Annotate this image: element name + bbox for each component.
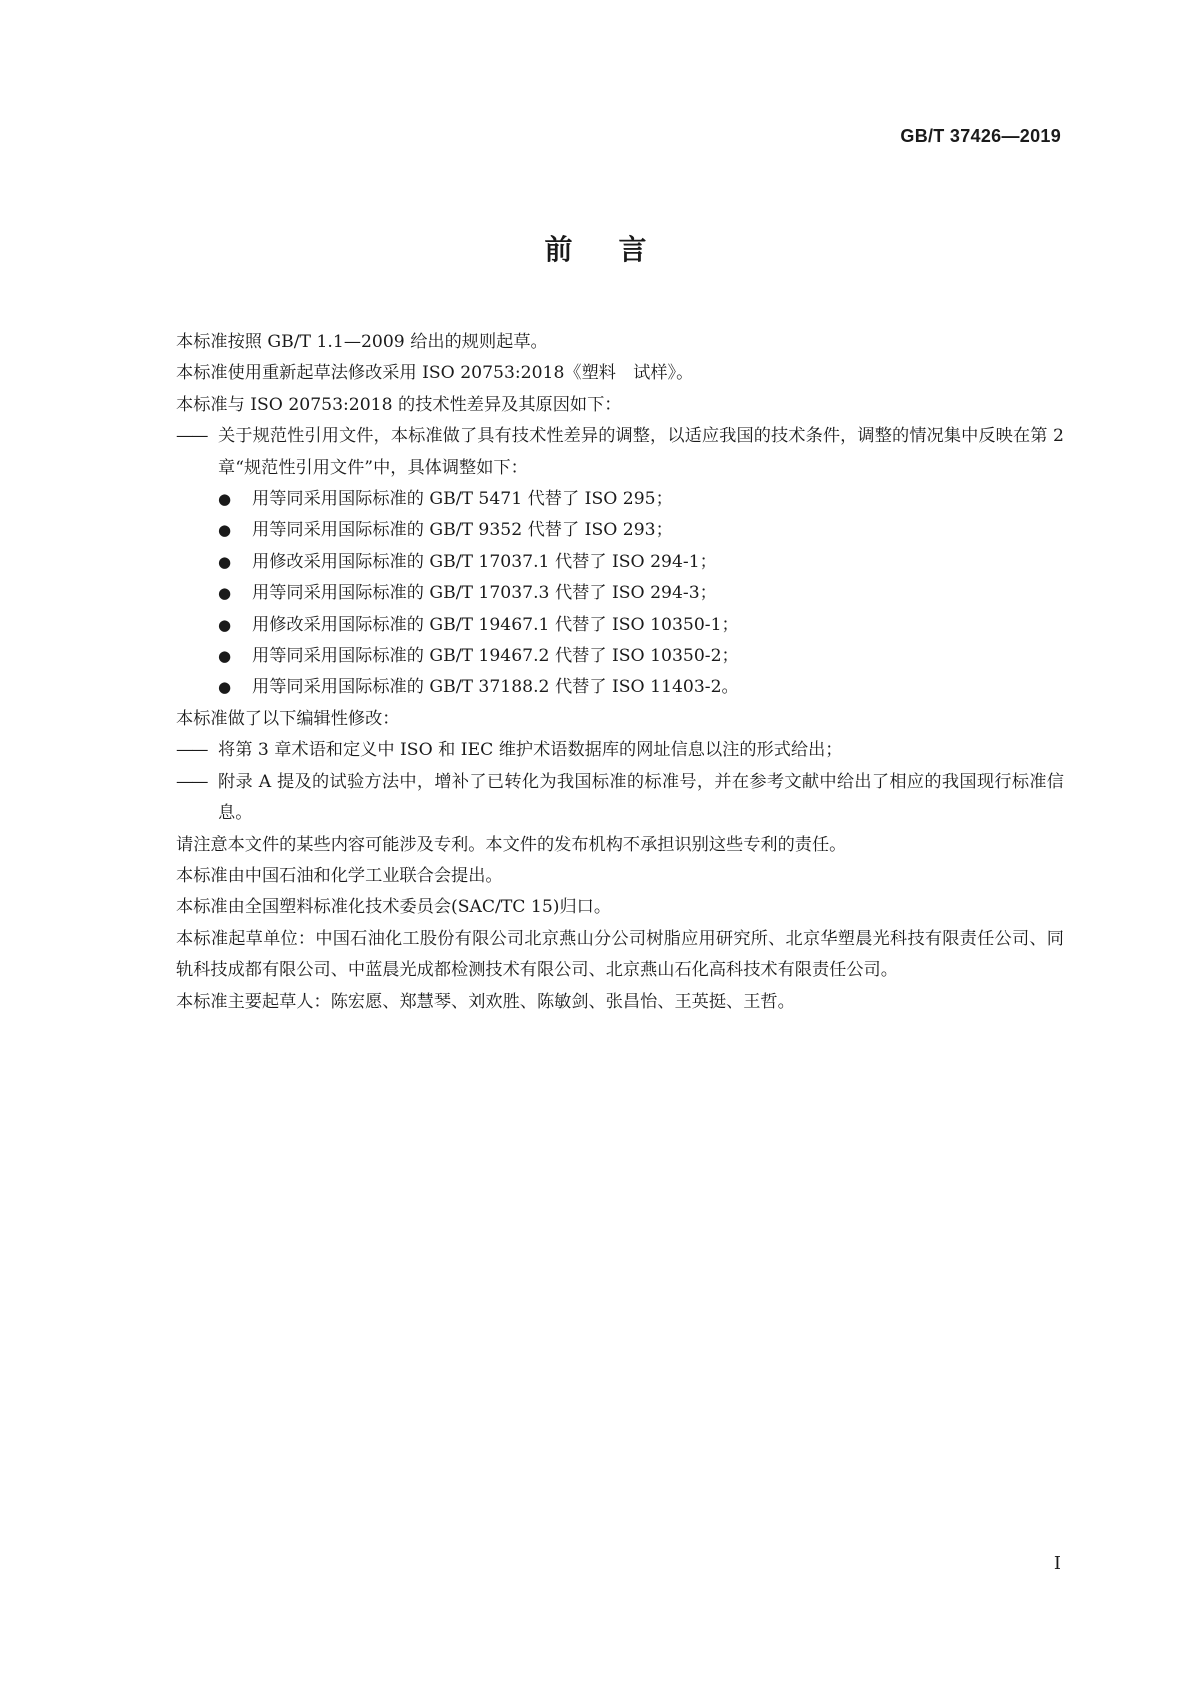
document-body: [136, 327, 1064, 1018]
paragraph-adoption-method: 本标准使用重新起草法修改采用 ISO 20753:2018《塑料 试样》。: [176, 363, 694, 384]
bullet-item-text: 用等同采用国际标准的 GB/T 5471 代替了 ISO 295；: [252, 489, 673, 510]
dash-item-annex-a: [136, 767, 1064, 830]
bullet-icon: ●: [218, 490, 232, 509]
dash-item-text: 附录 A 提及的试验方法中，增补了已转化为我国标准的标准号，并在参考文献中给出了相应的我国现行标准信息。: [218, 771, 1064, 824]
bullet-icon: ●: [218, 584, 232, 603]
paragraph-drafting-units: 本标准起草单位：中国石油化工股份有限公司北京燕山分公司树脂应用研究所、北京华塑晨光科技有限责任公司、同轨科技成都有限公司、中蓝晨光成都检测技术有限公司、北京燕山石化高科技术有限责任公司。: [176, 928, 1064, 981]
bullet-item-text: 用等同采用国际标准的 GB/T 37188.2 代替了 ISO 11403-2。: [252, 677, 739, 698]
dash-item-text: 将第 3 章术语和定义中 ISO 和 IEC 维护术语数据库的网址信息以注的形式给出；: [218, 740, 843, 761]
page-title: 前言: [544, 233, 693, 266]
bullet-icon: ●: [218, 647, 232, 666]
dash-item-normative-references: [136, 421, 1064, 484]
paragraph-technical-differences: 本标准与 ISO 20753:2018 的技术性差异及其原因如下：: [176, 394, 622, 415]
standard-number: GB/T 37426—2019: [900, 126, 1061, 146]
bullet-item: [136, 641, 1064, 672]
bullet-item: [136, 484, 1064, 515]
bullet-item-text: 用等同采用国际标准的 GB/T 9352 代替了 ISO 293；: [252, 520, 673, 541]
dash-item-text: 关于规范性引用文件，本标准做了具有技术性差异的调整，以适应我国的技术条件，调整的情况集中反映在第 2 章“规范性引用文件”中，具体调整如下：: [218, 426, 1064, 478]
paragraph-drafting-rules: 本标准按照 GB/T 1.1—2009 给出的规则起草。: [176, 332, 548, 352]
paragraph-drafters: 本标准主要起草人：陈宏愿、郑慧琴、刘欢胜、陈敏剑、张昌怡、王英挺、王哲。: [176, 991, 795, 1012]
bullet-item: [136, 547, 1064, 578]
bullet-icon: ●: [218, 678, 232, 697]
dash-mark: ——: [176, 740, 207, 761]
bullet-icon: ●: [218, 552, 232, 571]
paragraph-patent-notice: 请注意本文件的某些内容可能涉及专利。本文件的发布机构不承担识别这些专利的责任。: [176, 834, 847, 855]
bullet-item: [136, 610, 1064, 641]
dash-mark: ——: [176, 771, 207, 792]
bullet-item-text: 用等同采用国际标准的 GB/T 17037.3 代替了 ISO 294-3；: [252, 583, 717, 604]
bullet-item: [136, 515, 1064, 546]
page-number: I: [1053, 1553, 1061, 1574]
paragraph-proposer: 本标准由中国石油和化学工业联合会提出。: [176, 865, 503, 886]
paragraph-editorial-changes: 本标准做了以下编辑性修改：: [176, 708, 400, 729]
bullet-icon: ●: [218, 521, 232, 540]
dash-mark: ——: [176, 426, 207, 447]
bullet-item-text: 用修改采用国际标准的 GB/T 17037.1 代替了 ISO 294-1；: [252, 551, 717, 572]
dash-item-terms-note: [136, 735, 1064, 766]
bullet-item: [136, 672, 1064, 703]
paragraph-committee: 本标准由全国塑料标准化技术委员会(SAC/TC 15)归口。: [176, 897, 612, 918]
bullet-item: [136, 578, 1064, 609]
bullet-icon: ●: [218, 615, 232, 634]
bullet-item-text: 用等同采用国际标准的 GB/T 19467.2 代替了 ISO 10350-2；: [252, 646, 739, 667]
bullet-item-text: 用修改采用国际标准的 GB/T 19467.1 代替了 ISO 10350-1；: [252, 614, 739, 635]
